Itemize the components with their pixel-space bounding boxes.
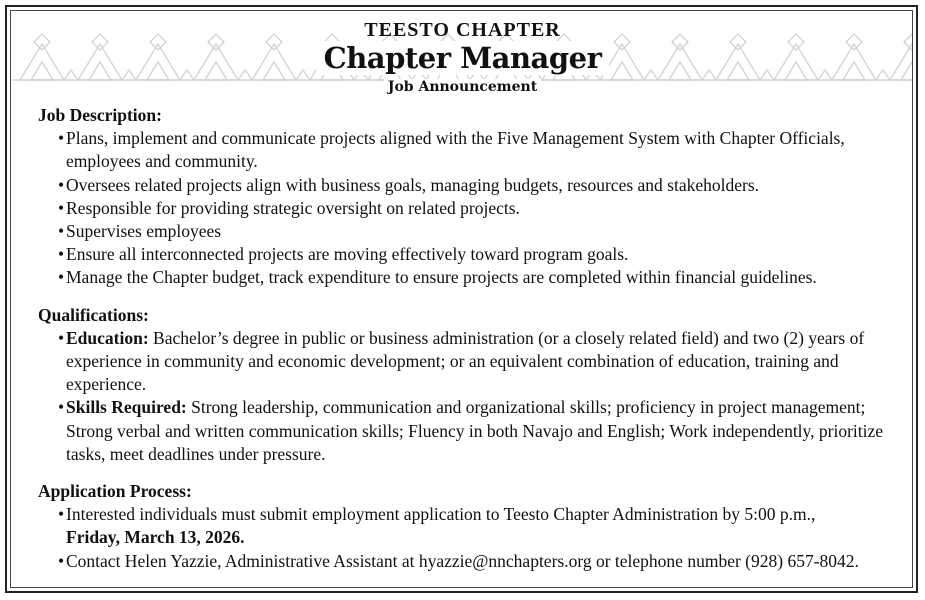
skills-label: Skills Required: — [66, 397, 187, 418]
list-item: • Manage the Chapter budget, track expenditure to ensure projects are completed within financial guidelines. — [38, 266, 898, 289]
list-item: • Responsible for providing strategic oversight on related projects. — [38, 197, 898, 220]
list-item — [38, 327, 898, 397]
application-process-list — [38, 503, 898, 573]
title-wrap — [316, 41, 610, 75]
page-title: Chapter Manager — [323, 41, 602, 75]
job-description-heading: Job Description: — [38, 105, 162, 125]
list-item: • Supervises employees — [38, 220, 898, 243]
qualifications-heading: Qualifications: — [38, 304, 149, 325]
announcement-body — [38, 104, 898, 573]
application-process-heading: Application Process: — [38, 481, 192, 502]
skills-text: Strong leadership, communication and organizational skills; proficiency in project management; Strong verbal and written communication skills; Fluency in both Navajo and English; Work independently, prioritize tasks, meet deadlines under pressure. — [66, 397, 884, 464]
organization-name: TEESTO CHAPTER — [364, 19, 561, 41]
header — [0, 19, 925, 97]
application-deadline: Friday, March 13, 2026. — [66, 527, 245, 548]
list-item: • Oversees related projects align with business goals, managing budgets, resources and stakeholders. — [38, 174, 898, 197]
job-description-list — [38, 127, 898, 289]
subtitle-wrap — [0, 77, 925, 97]
list-item: • Ensure all interconnected projects are moving effectively toward program goals. — [38, 243, 898, 266]
education-label: Education: — [66, 327, 149, 348]
list-item: • Contact Helen Yazzie, Administrative Assistant at hyazzie@nnchapters.org or telephone number (928) 657-8042. — [38, 550, 898, 573]
list-item — [38, 396, 898, 466]
list-item: • Plans, implement and communicate projects aligned with the Five Management System with Chapter Officials, employees and community. — [38, 127, 898, 173]
qualifications-list — [38, 327, 898, 466]
list-item — [38, 503, 898, 549]
application-instruction: Interested individuals must submit employment application to Teesto Chapter Administration by 5:00 p.m., — [66, 504, 816, 525]
education-text: Bachelor’s degree in public or business administration (or a closely related field) and two (2) years of experience in community and economic development; or an equivalent combination of education, training and experience. — [66, 327, 865, 395]
subtitle: Job Announcement — [384, 79, 541, 95]
